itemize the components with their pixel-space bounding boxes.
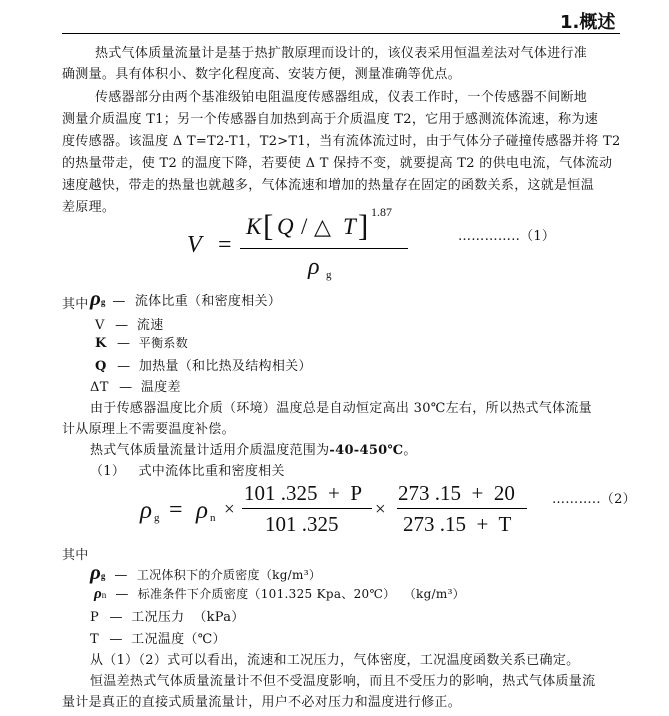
eq1-number: …………..（1） xyxy=(458,229,556,244)
para6-line2: 量计是真正的直接式质量流量计，用户不必对压力和温度进行修正。 xyxy=(62,695,462,710)
eq2-lhs-sub: g xyxy=(154,512,160,524)
eq2-num1: 101 .325 + P xyxy=(244,481,363,505)
eq1-delta: △ xyxy=(314,214,331,239)
eq1-fraction-bar xyxy=(240,248,408,249)
def1-rho-g xyxy=(90,286,281,311)
def2-p-sym: P xyxy=(90,610,100,625)
eq2-num2: 273 .15 + 20 xyxy=(398,481,515,505)
eq2-number: ………..（2） xyxy=(552,492,636,507)
def2-rho-n-sub: n xyxy=(101,590,107,600)
eq1-rho: ρ xyxy=(308,254,320,280)
def2-rho-n-text: 标准条件下介质密度（101.325 Kpa、20℃） （kg/m³） xyxy=(137,587,465,601)
eq2-lhs: ρ xyxy=(140,497,152,524)
eq1-lbracket: [ xyxy=(263,208,274,243)
para3-line2: 计从原理上不需要温度补偿。 xyxy=(62,422,235,437)
eq1-slash: / xyxy=(301,214,308,239)
def2-rho-g-text: 工况体积下的介质密度（kg/m³） xyxy=(136,568,322,582)
item1: （1） 式中流体比重和密度相关 xyxy=(90,464,285,479)
para2-line3: 度传感器。该温度 Δ T=T2-T1，T2>T1，当有流体流过时，由于气体分子碰撞传感器并将 T2 xyxy=(62,134,621,149)
para4-prefix: 热式气体质量流量计适用介质温度范围为 xyxy=(90,443,330,458)
def2-p-text: 工况压力 （kPa） xyxy=(131,610,245,625)
where1-label: 其中 xyxy=(62,297,89,312)
def1-q xyxy=(95,355,312,374)
para4-suffix: 。 xyxy=(403,443,417,458)
def2-t xyxy=(90,628,226,647)
def2-rho-g-sym: ρ xyxy=(90,560,101,584)
def1-dt-text: 温度差 xyxy=(140,380,181,395)
eq2-equals: = xyxy=(169,497,183,523)
def2-t-dash: — xyxy=(109,632,123,647)
def1-k-sym: K xyxy=(95,336,107,351)
eq1-T: T xyxy=(343,214,356,239)
eq1-Q: Q xyxy=(277,214,294,239)
eq1-rho-sub: g xyxy=(326,269,332,281)
def2-rho-n-dash: — xyxy=(115,587,129,602)
def1-k-text: 平衡系数 xyxy=(138,336,188,350)
def1-dt-sym: ΔT xyxy=(90,380,109,395)
def1-dash: — xyxy=(112,294,126,309)
def1-v-text: 流速 xyxy=(136,318,164,333)
def1-q-sym: Q xyxy=(95,359,107,374)
def2-p xyxy=(90,606,245,625)
para5: 从（1）（2）式可以看出，流速和工况压力，气体密度，工况温度函数关系已确定。 xyxy=(90,653,580,668)
eq1-lhs: V xyxy=(187,232,202,258)
def1-dt xyxy=(90,376,181,395)
def1-sym: ρ xyxy=(90,286,101,310)
def1-v xyxy=(95,314,164,333)
eq1-K: K xyxy=(246,214,262,239)
eq1-exponent: 1.87 xyxy=(371,205,392,219)
para3-line1: 由于传感器温度比介质（环境）温度总是自动恒定高出 30℃左右，所以热式气体流量 xyxy=(90,401,592,416)
def1-q-dash: — xyxy=(117,359,131,374)
def1-k-dash: — xyxy=(117,336,131,351)
eq2-rho-n: ρ xyxy=(196,497,208,524)
eq2-rho-n-sub: n xyxy=(210,512,216,524)
def2-rho-g xyxy=(90,560,321,585)
para1-line2: 确测量。具有体积小、数字化程度高、安装方便，测量准确等优点。 xyxy=(62,67,462,82)
def1-k xyxy=(95,334,188,351)
def1-sub: g xyxy=(100,297,106,307)
def2-t-text: 工况温度（℃） xyxy=(131,632,226,647)
def1-v-dash: — xyxy=(115,318,129,333)
para4-range: -40-450℃ xyxy=(329,443,404,458)
eq2-bar2 xyxy=(397,508,527,509)
para4 xyxy=(90,439,417,458)
section-title: 1.概述 xyxy=(560,12,616,33)
eq2-bar1 xyxy=(242,508,372,509)
eq1-rbracket: ] xyxy=(358,208,369,243)
para2-line1: 传感器部分由两个基准级铂电阻温度传感器组成，仪表工作时，一个传感器不间断地 xyxy=(95,90,588,105)
def2-rho-g-sub: g xyxy=(100,571,106,581)
def1-q-text: 加热量（和比热及结构相关） xyxy=(138,359,312,374)
eq1-equals: = xyxy=(218,232,232,258)
def2-rho-g-dash: — xyxy=(114,568,128,583)
para1-line1: 热式气体质量流量计是基于热扩散原理而设计的，该仪表采用恒温差法对气体进行准 xyxy=(95,46,588,61)
def2-rho-n-sym: ρ xyxy=(94,586,102,602)
eq2-den2: 273 .15 + T xyxy=(403,512,512,536)
para6-line1: 恒温差热式气体质量流量计不但不受温度影响，而且不受压力的影响，热式气体质量流 xyxy=(90,674,596,689)
def2-p-dash: — xyxy=(109,610,123,625)
para2-line6: 差原理。 xyxy=(62,200,116,215)
para2-line2: 测量介质温度 T1；另一个传感器自加热到高于介质温度 T2，它用于感测流体流速，称为速 xyxy=(62,112,599,127)
def2-rho-n xyxy=(94,583,465,603)
def1-v-sym: V xyxy=(95,318,105,333)
para2-line4: 的热量带走，使 T2 的温度下降，若要使 Δ T 保持不变，就要提高 T2 的供电电流，气体流动 xyxy=(62,156,613,171)
para2-line5: 速度越快，带走的热量也就越多，气体流速和增加的热量存在固定的函数关系，这就是恒温 xyxy=(62,178,595,193)
eq2-times-2: × xyxy=(375,499,386,520)
eq2-times-1: × xyxy=(224,499,235,520)
header-rule xyxy=(62,33,620,34)
def2-t-sym: T xyxy=(90,632,99,647)
eq2-den1: 101 .325 xyxy=(265,512,339,536)
def1-dt-dash: — xyxy=(119,380,133,395)
def1-text: 流体比重（和密度相关） xyxy=(134,294,282,309)
where2-label: 其中 xyxy=(62,548,89,563)
